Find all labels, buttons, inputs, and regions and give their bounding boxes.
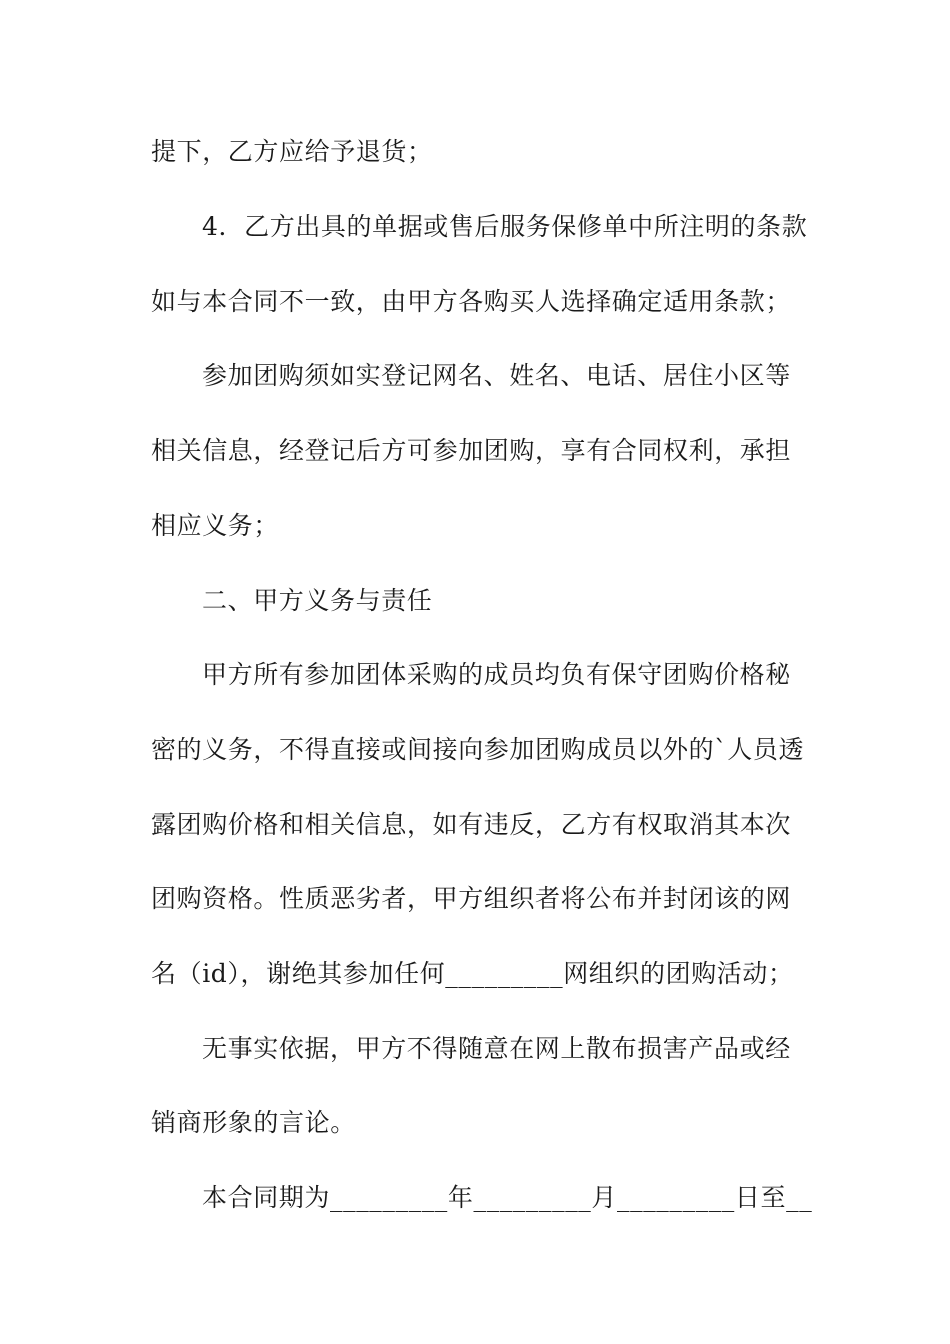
section-heading: 二、甲方义务与责任: [202, 586, 433, 615]
text-line: 密的义务，不得直接或间接向参加团购成员以外的`人员透: [151, 735, 805, 764]
text-line: 本合同期为_________年_________月_________日至__: [202, 1183, 813, 1212]
text-line: 相关信息，经登记后方可参加团购，享有合同权利，承担: [151, 436, 792, 465]
text-line: 甲方所有参加团体采购的成员均负有保守团购价格秘: [202, 660, 791, 689]
text-line: 无事实依据，甲方不得随意在网上散布损害产品或经: [202, 1034, 791, 1063]
text-line: 销商形象的言论。: [151, 1108, 356, 1137]
text-line: 露团购价格和相关信息，如有违反，乙方有权取消其本次: [151, 810, 792, 839]
text-line: 如与本合同不一致，由甲方各购买人选择确定适用条款；: [151, 287, 792, 316]
text-line: 相应义务；: [151, 511, 280, 540]
text-line: 提下，乙方应给予退货；: [151, 137, 433, 166]
text-line: 名（id），谢绝其参加任何_________网组织的团购活动；: [151, 959, 794, 988]
text-line: 4．乙方出具的单据或售后服务保修单中所注明的条款: [202, 212, 808, 241]
text-line: 团购资格。性质恶劣者，甲方组织者将公布并封闭该的网: [151, 884, 792, 913]
text-line: 参加团购须如实登记网名、姓名、电话、居住小区等: [202, 361, 791, 390]
